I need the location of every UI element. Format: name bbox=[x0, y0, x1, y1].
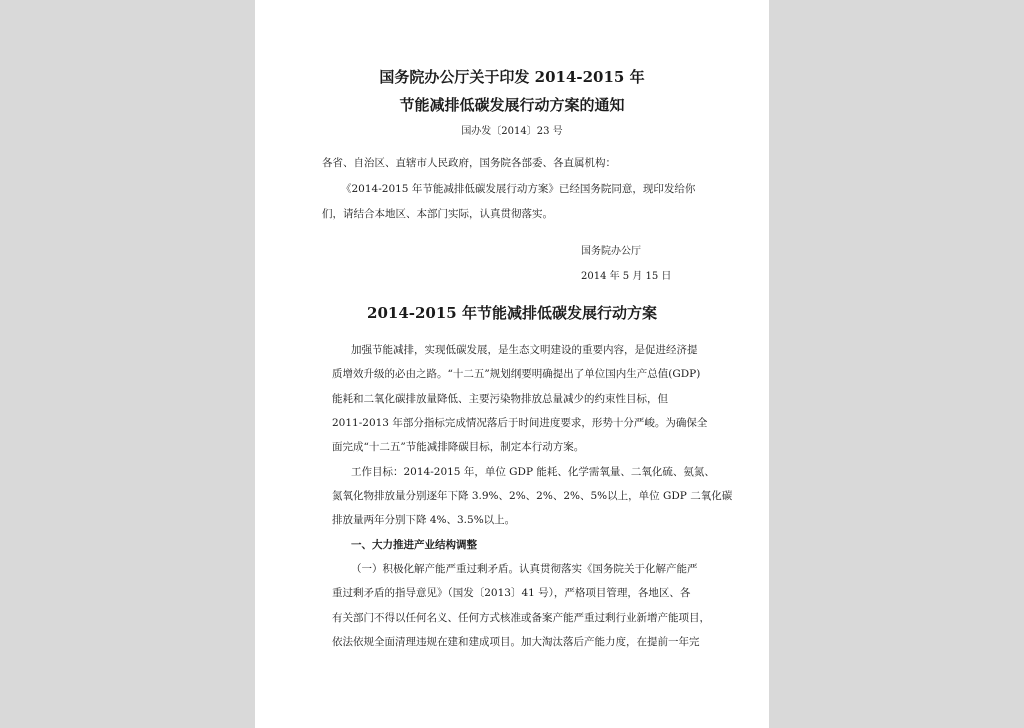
notice-body-line-1: 《2014-2015 年节能减排低碳发展行动方案》已经国务院同意，现印发给你 bbox=[341, 183, 696, 195]
notice-title-line-1: 国务院办公厅关于印发 2014-2015 年 bbox=[379, 68, 645, 86]
plan-line: 重过剩矛盾的指导意见》（国发〔2013〕41 号），严格项目管理，各地区、各 bbox=[332, 587, 691, 599]
plan-title: 2014-2015 年节能减排低碳发展行动方案 bbox=[367, 304, 657, 322]
plan-line: 质增效升级的必由之路。“十二五”规划纲要明确提出了单位国内生产总值(GDP) bbox=[332, 368, 701, 380]
notice-title-line-2: 节能减排低碳发展行动方案的通知 bbox=[399, 96, 625, 114]
plan-line: 2011-2013 年部分指标完成情况落后于时间进度要求，形势十分严峻。为确保全 bbox=[332, 417, 708, 429]
signature-org: 国务院办公厅 bbox=[581, 246, 641, 257]
document-page bbox=[255, 0, 769, 728]
plan-line: 工作目标：2014-2015 年，单位 GDP 能耗、化学需氧量、二氧化硫、氨氮、 bbox=[351, 466, 715, 478]
document-number: 国办发〔2014〕23 号 bbox=[461, 126, 563, 137]
plan-line: （一）积极化解产能严重过剩矛盾。认真贯彻落实《国务院关于化解产能严 bbox=[351, 563, 698, 575]
plan-line: 氮氧化物排放量分别逐年下降 3.9%、2%、2%、2%、5%以上，单位 GDP 二氧化碳 bbox=[332, 490, 733, 502]
plan-line: 排放量两年分别下降 4%、3.5%以上。 bbox=[332, 514, 516, 526]
plan-line: 有关部门不得以任何名义、任何方式核准或备案产能严重过剩行业新增产能项目， bbox=[332, 612, 710, 624]
plan-line: 加强节能减排，实现低碳发展，是生态文明建设的重要内容，是促进经济提 bbox=[351, 344, 698, 356]
signature-date: 2014 年 5 月 15 日 bbox=[581, 271, 672, 282]
plan-line: 能耗和二氧化碳排放量降低、主要污染物排放总量减少的约束性目标，但 bbox=[332, 393, 668, 405]
addressee: 各省、自治区、直辖市人民政府，国务院各部委、各直属机构： bbox=[322, 157, 616, 169]
plan-line: 面完成“十二五”节能减排降碳目标，制定本行动方案。 bbox=[332, 441, 585, 453]
plan-line: 依法依规全面清理违规在建和建成项目。加大淘汰落后产能力度，在提前一年完 bbox=[332, 636, 700, 648]
section-heading: 一、大力推进产业结构调整 bbox=[351, 539, 477, 551]
notice-body-line-2: 们，请结合本地区、本部门实际，认真贯彻落实。 bbox=[322, 208, 553, 220]
